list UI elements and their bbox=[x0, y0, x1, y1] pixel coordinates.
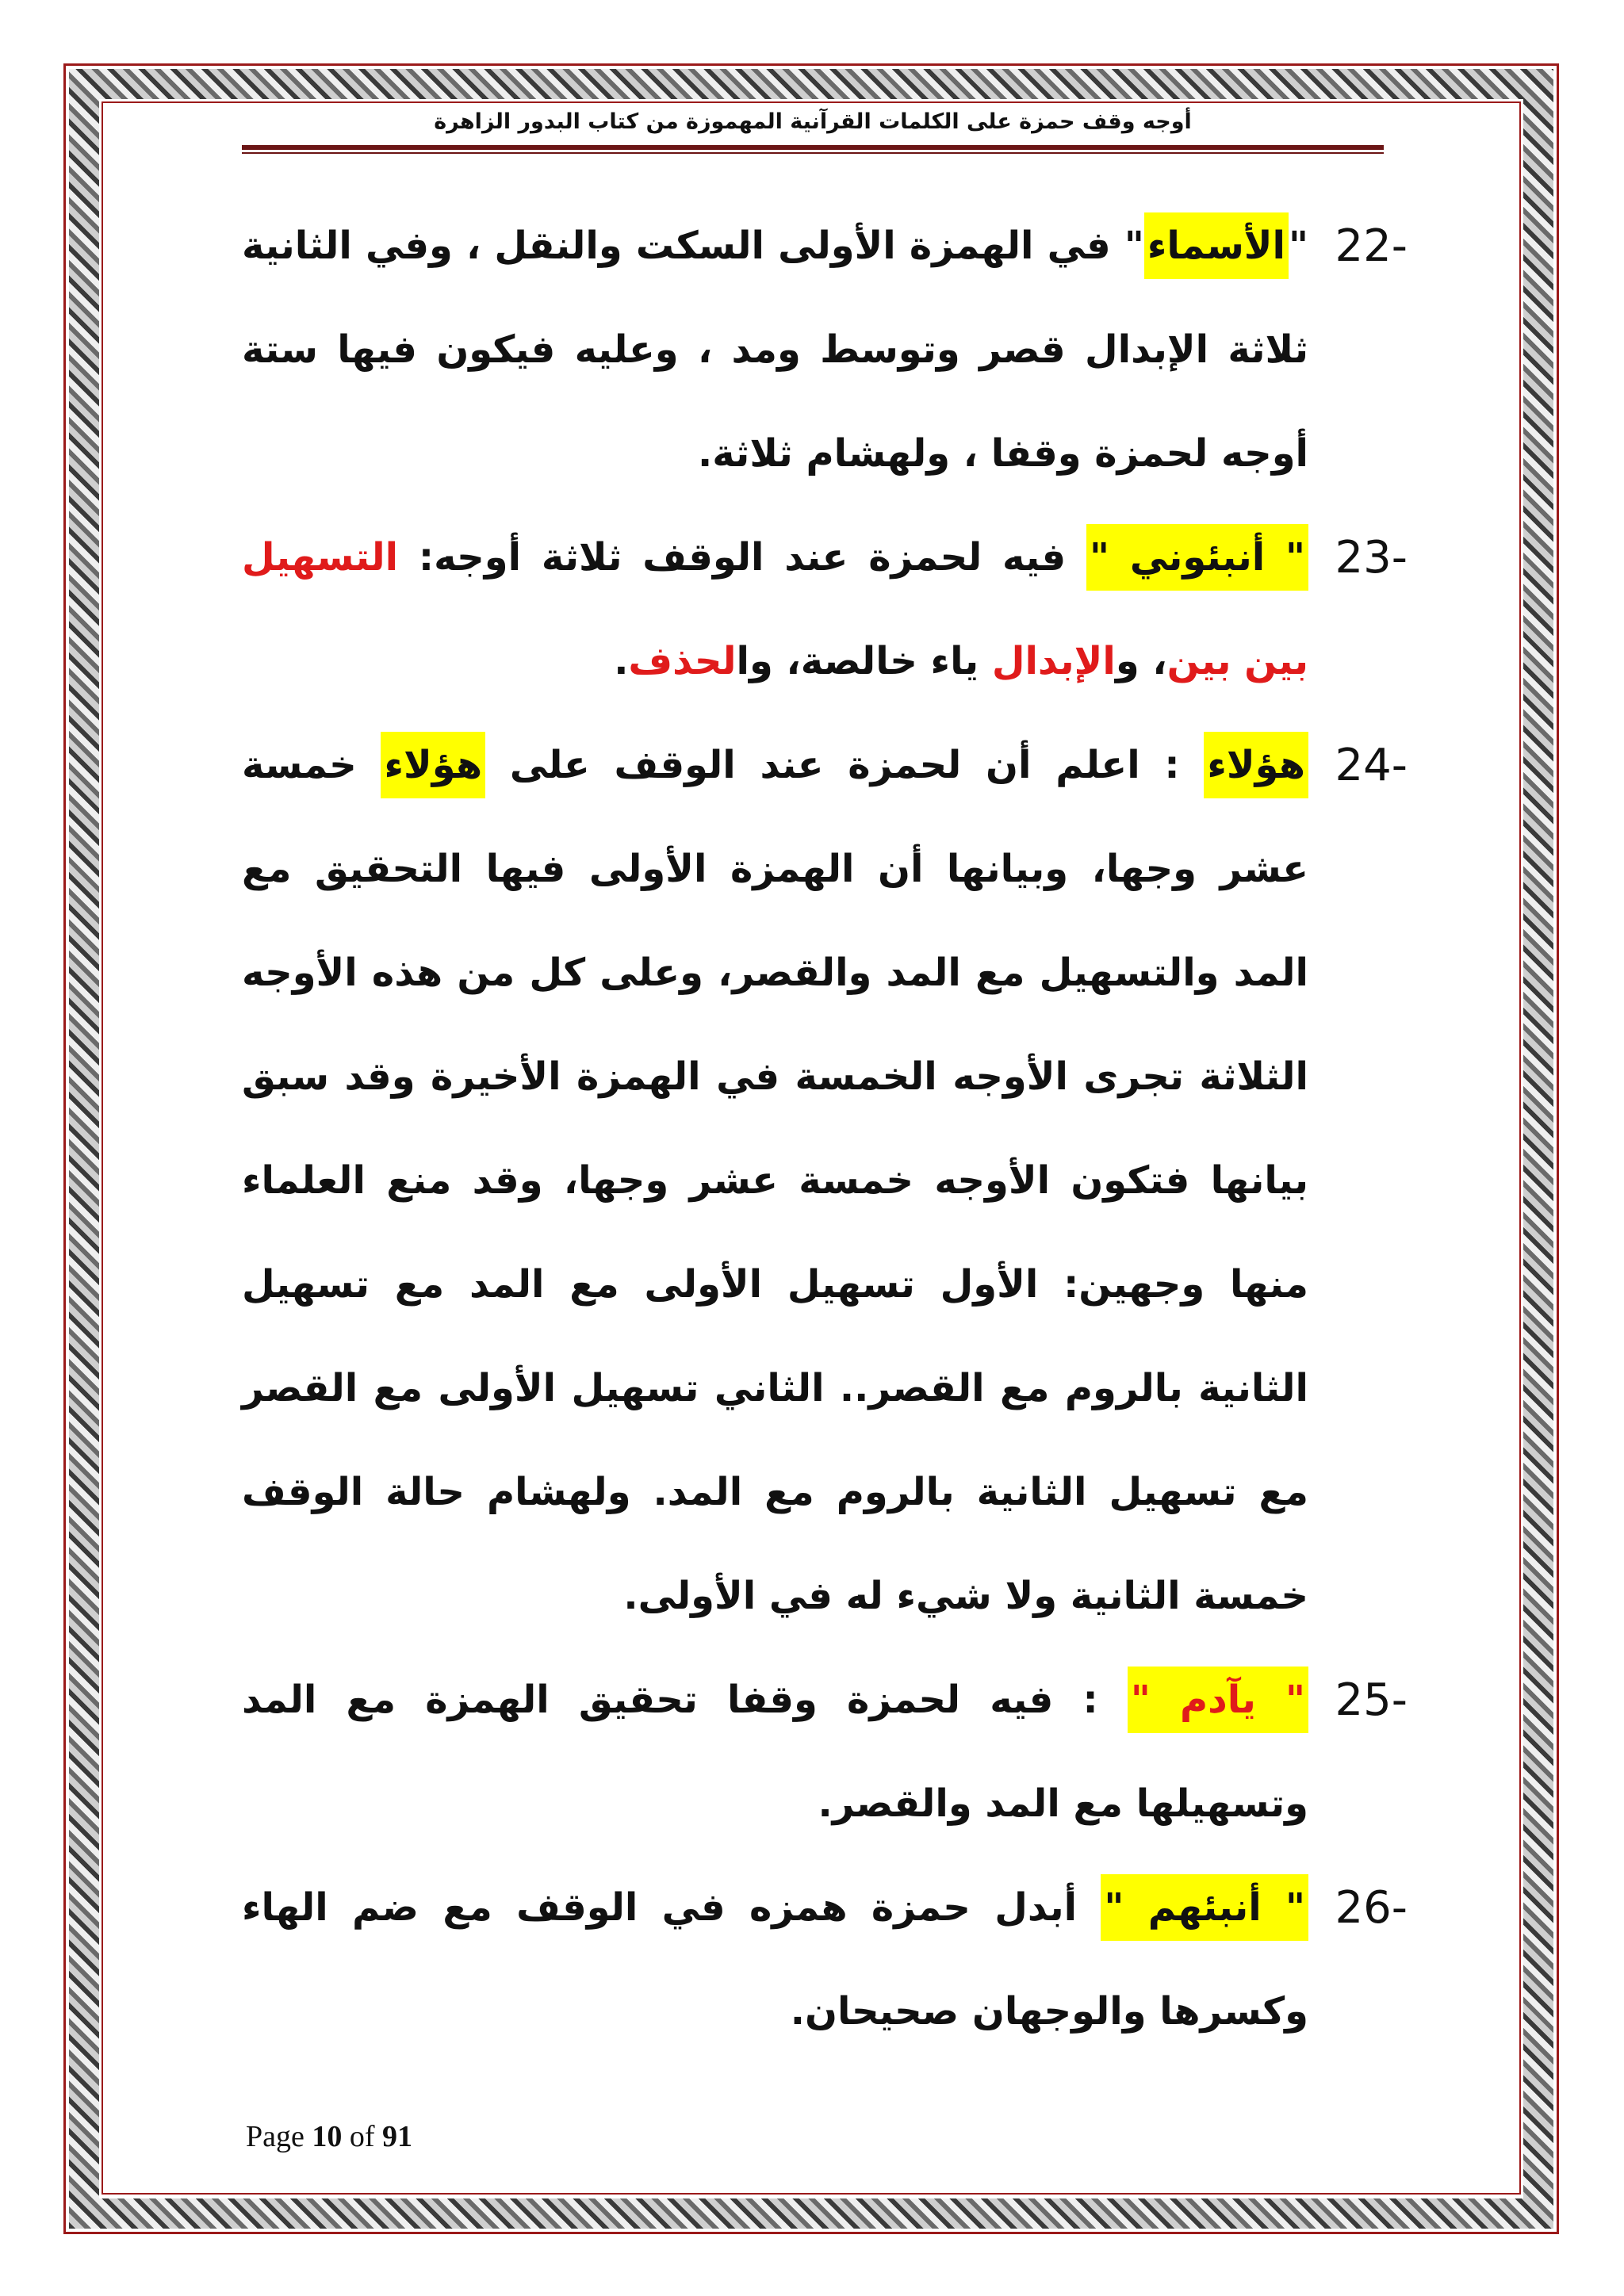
list-item-22 bbox=[242, 194, 1408, 506]
item-text: أبدل حمزة همزه في الوقف مع ضم الهاء وكسرها والوجهان صحيحان. bbox=[242, 1885, 1308, 2034]
red-term: الإبدال bbox=[991, 639, 1116, 683]
item-text: فيه لحمزة عند الوقف ثلاثة أوجه: bbox=[398, 535, 1086, 580]
item-text: خمسة عشر وجها، وبيانها أن الهمزة الأولى فيها التحقيق مع المد والتسهيل مع المد والقصر، وعلى كل من هذه الأوجه الثلاثة تجرى الأوجه الخمسة في الهمزة الأخيرة وقد سبق بيانها فتكون الأوجه خمسة عشر وجها، وقد منع العلماء منها وجهين: الأول تسهيل الأولى مع المد مع تسهيل الثانية بالروم مع القصر.. الثاني تسهيل الأولى مع القصر مع تسهيل الثانية بالروم مع المد. ولهشام حالة الوقف خمسة الثانية ولا شيء له في الأولى. bbox=[242, 743, 1308, 1618]
red-term: لحذف bbox=[628, 639, 737, 683]
item-text: في الهمزة الأولى السكت والنقل ، وفي الثانية ثلاثة الإبدال قصر وتوسط ومد ، وعليه فيكون فيها ستة أوجه لحمزة وقفا ، ولهشام ثلاثة. bbox=[242, 224, 1308, 476]
page-word: Page bbox=[246, 2120, 312, 2153]
highlighted-word: " يآدم " bbox=[1128, 1667, 1308, 1733]
list-item-23 bbox=[242, 506, 1408, 714]
running-header: أوجه وقف حمزة على الكلمات القرآنية المهموزة من كتاب البدور الزاهرة bbox=[434, 109, 1192, 134]
highlighted-word: " أنبئهم " bbox=[1101, 1874, 1308, 1941]
highlighted-word: " أنبئوني " bbox=[1086, 524, 1308, 591]
item-text: ياء خالصة، وا bbox=[736, 639, 992, 683]
item-number: 23- bbox=[1335, 532, 1408, 584]
red-term: التسهيل بين بين bbox=[242, 535, 1308, 683]
item-number: 24- bbox=[1335, 740, 1408, 791]
header-rule-thin bbox=[242, 152, 1384, 154]
item-text: ، و bbox=[1115, 639, 1167, 683]
highlighted-word: هؤلاء bbox=[381, 732, 485, 798]
item-text: : فيه لحمزة وقفا تحقيق الهمزة مع المد وتسهيلها مع المد والقصر. bbox=[242, 1678, 1308, 1826]
page-total: 91 bbox=[382, 2120, 413, 2153]
item-number: 25- bbox=[1335, 1674, 1408, 1726]
list-item-25 bbox=[242, 1648, 1408, 1856]
list-item-24 bbox=[242, 714, 1408, 1648]
highlighted-word: هؤلاء bbox=[1204, 732, 1308, 798]
page-number: 10 bbox=[312, 2120, 343, 2153]
item-text: : اعلم أن لحمزة عند الوقف على bbox=[485, 743, 1205, 787]
header-rule bbox=[242, 145, 1384, 150]
page-content bbox=[242, 194, 1408, 2064]
page-footer bbox=[246, 2119, 412, 2154]
quote-mark: " bbox=[1124, 224, 1144, 268]
item-number: 22- bbox=[1335, 220, 1408, 272]
item-number: 26- bbox=[1335, 1882, 1408, 1934]
list-item-26 bbox=[242, 1856, 1408, 2064]
item-text: . bbox=[614, 639, 629, 683]
quote-mark: " bbox=[1288, 224, 1308, 268]
highlighted-word: الأسماء bbox=[1144, 212, 1289, 279]
of-word: of bbox=[342, 2120, 383, 2153]
